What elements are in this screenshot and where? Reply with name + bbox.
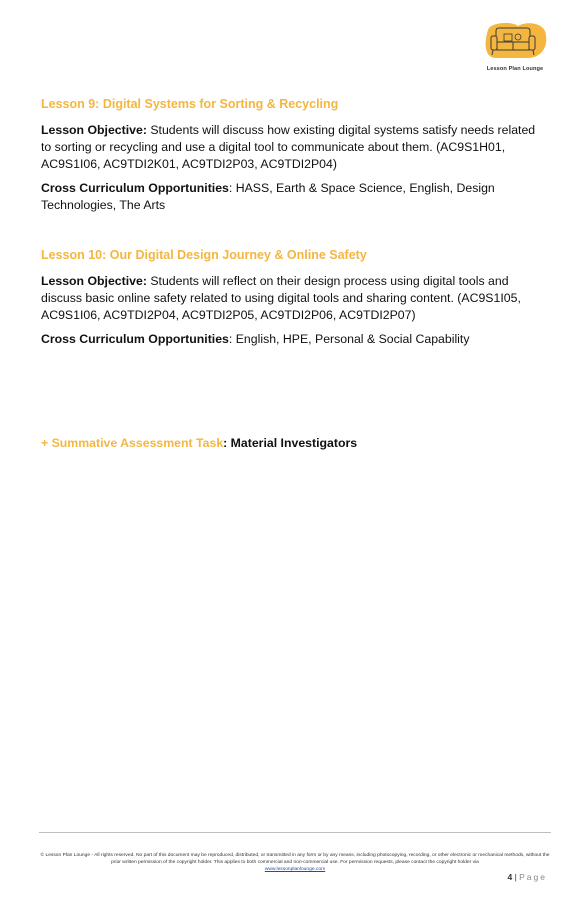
logo [480, 22, 550, 78]
logo-text: Lesson Plan Lounge [486, 66, 544, 72]
cross-curriculum-label: Cross Curriculum Opportunities [41, 332, 229, 346]
cross-curriculum [41, 331, 541, 348]
objective-text: Students will reflect on their design process using digital tools and discuss basic online safety related to using digital tools and sharing content. (AC9S1I05, AC9S1I06, AC9TDI2P04, AC9TDI2P05, AC9TDI2P06, AC9TDI2P07) [41, 274, 521, 322]
lesson-objective [41, 122, 541, 173]
lesson-title: Lesson 9: Digital Systems for Sorting & Recycling [41, 97, 339, 111]
cross-curriculum-text: : English, HPE, Personal & Social Capability [228, 332, 470, 346]
page-number-value: 4 [507, 872, 513, 882]
cross-curriculum-text: : HASS, Earth & Space Science, English, Design Technologies, The Arts [41, 181, 495, 212]
footer-copyright [40, 852, 550, 873]
assessment-label: + Summative Assessment Task [41, 436, 224, 450]
objective-label: Lesson Objective: [41, 274, 147, 288]
objective-label: Lesson Objective: [41, 123, 147, 137]
cross-curriculum [41, 180, 541, 214]
page-word: Page [519, 872, 547, 882]
cross-curriculum-label: Cross Curriculum Opportunities [41, 181, 229, 195]
page-number [507, 872, 547, 882]
page-separator: | [512, 872, 520, 882]
lesson-content [41, 97, 541, 355]
lesson-10 [41, 248, 541, 348]
copyright-text: © Lesson Plan Lounge - All rights reserved. No part of this document may be reproduced, distributed, or transmitted in any form or by any means, including photocopying, recording, or other electronic or mechanical methods, without the prior written permission of the copyright holder. This applies to both commercial and non-commercial use. For permission requests, please contact the copyright holder via [40, 853, 550, 865]
website-link[interactable]: www.lessonplanlounge.com [264, 867, 326, 872]
lesson-9 [41, 97, 541, 214]
lesson-title: Lesson 10: Our Digital Design Journey & Online Safety [41, 248, 367, 262]
assessment-title: : Material Investigators [223, 436, 358, 450]
summative-assessment [41, 436, 357, 450]
objective-text: Students will discuss how existing digital systems satisfy needs related to sorting or recycling and use a digital tool to communicate about them. (AC9S1H01, AC9S1I06, AC9TDI2K01, AC9TDI2P03, AC9TDI2P04) [41, 123, 536, 171]
couch-icon [482, 22, 548, 64]
lesson-objective [41, 273, 541, 324]
footer-divider [39, 832, 551, 833]
